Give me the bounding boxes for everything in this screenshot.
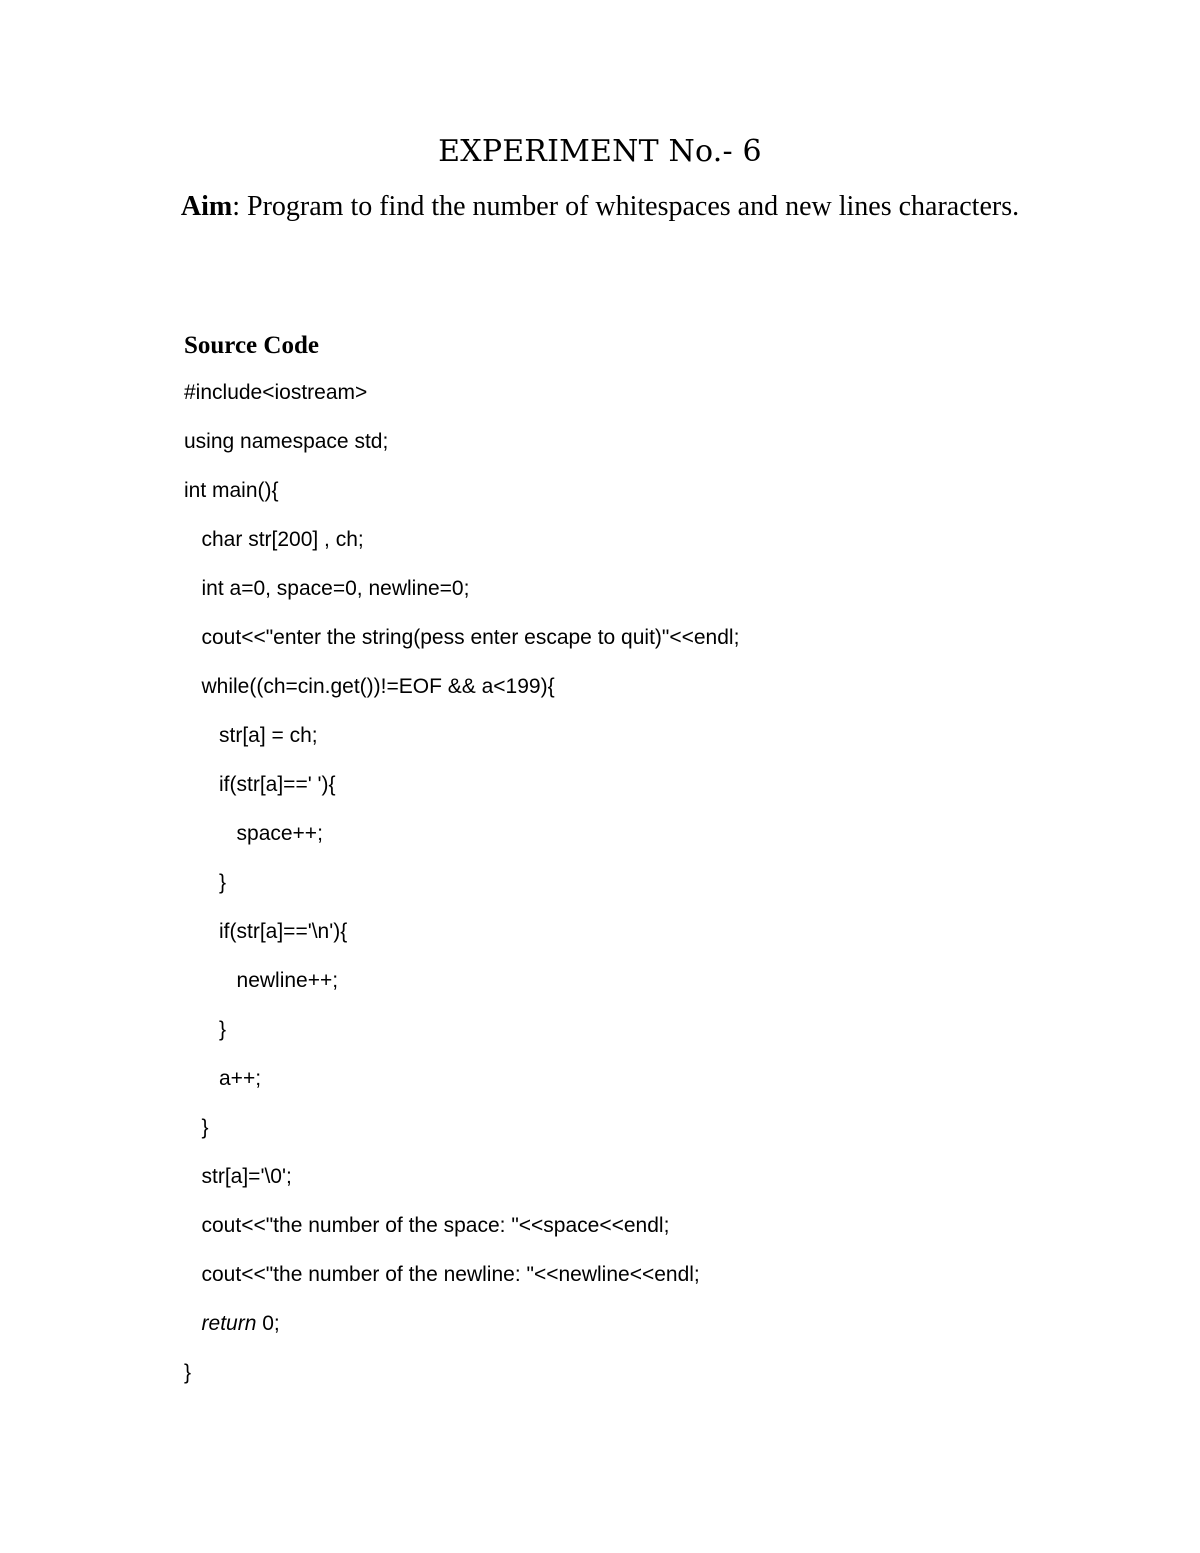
return-indent	[184, 1312, 202, 1335]
code-line: int a=0, space=0, newline=0;	[184, 577, 470, 600]
code-line: }	[184, 871, 227, 894]
code-line: using namespace std;	[184, 430, 389, 453]
code-line: char str[200] , ch;	[184, 528, 364, 551]
code-line: if(str[a]=='\n'){	[184, 920, 348, 943]
code-line: cout<<"the number of the space: "<<space<<endl;	[184, 1214, 670, 1237]
source-code-heading: Source Code	[184, 332, 319, 359]
code-line: a++;	[184, 1067, 262, 1090]
code-line-return	[184, 1309, 280, 1339]
code-line: }	[184, 1018, 227, 1041]
experiment-title: EXPERIMENT No.- 6	[438, 134, 762, 169]
code-line: if(str[a]==' '){	[184, 773, 336, 796]
code-line: str[a]='\0';	[184, 1165, 292, 1188]
code-line: int main(){	[184, 479, 279, 502]
code-line: space++;	[184, 822, 323, 845]
code-line: while((ch=cin.get())!=EOF && a<199){	[184, 675, 555, 698]
code-line: newline++;	[184, 969, 339, 992]
aim-label: Aim	[180, 191, 233, 222]
code-line: }	[184, 1361, 192, 1384]
code-line: #include<iostream>	[184, 381, 368, 404]
code-line: }	[184, 1116, 209, 1139]
return-value: 0;	[256, 1312, 280, 1335]
code-line: str[a] = ch;	[184, 724, 318, 747]
code-line: cout<<"enter the string(pess enter escape to quit)"<<endl;	[184, 626, 740, 649]
return-keyword: return	[201, 1312, 257, 1335]
aim-statement	[160, 188, 1040, 226]
code-line: cout<<"the number of the newline: "<<newline<<endl;	[184, 1263, 700, 1286]
aim-text: : Program to find the number of whitespaces and new lines characters.	[232, 191, 1020, 222]
